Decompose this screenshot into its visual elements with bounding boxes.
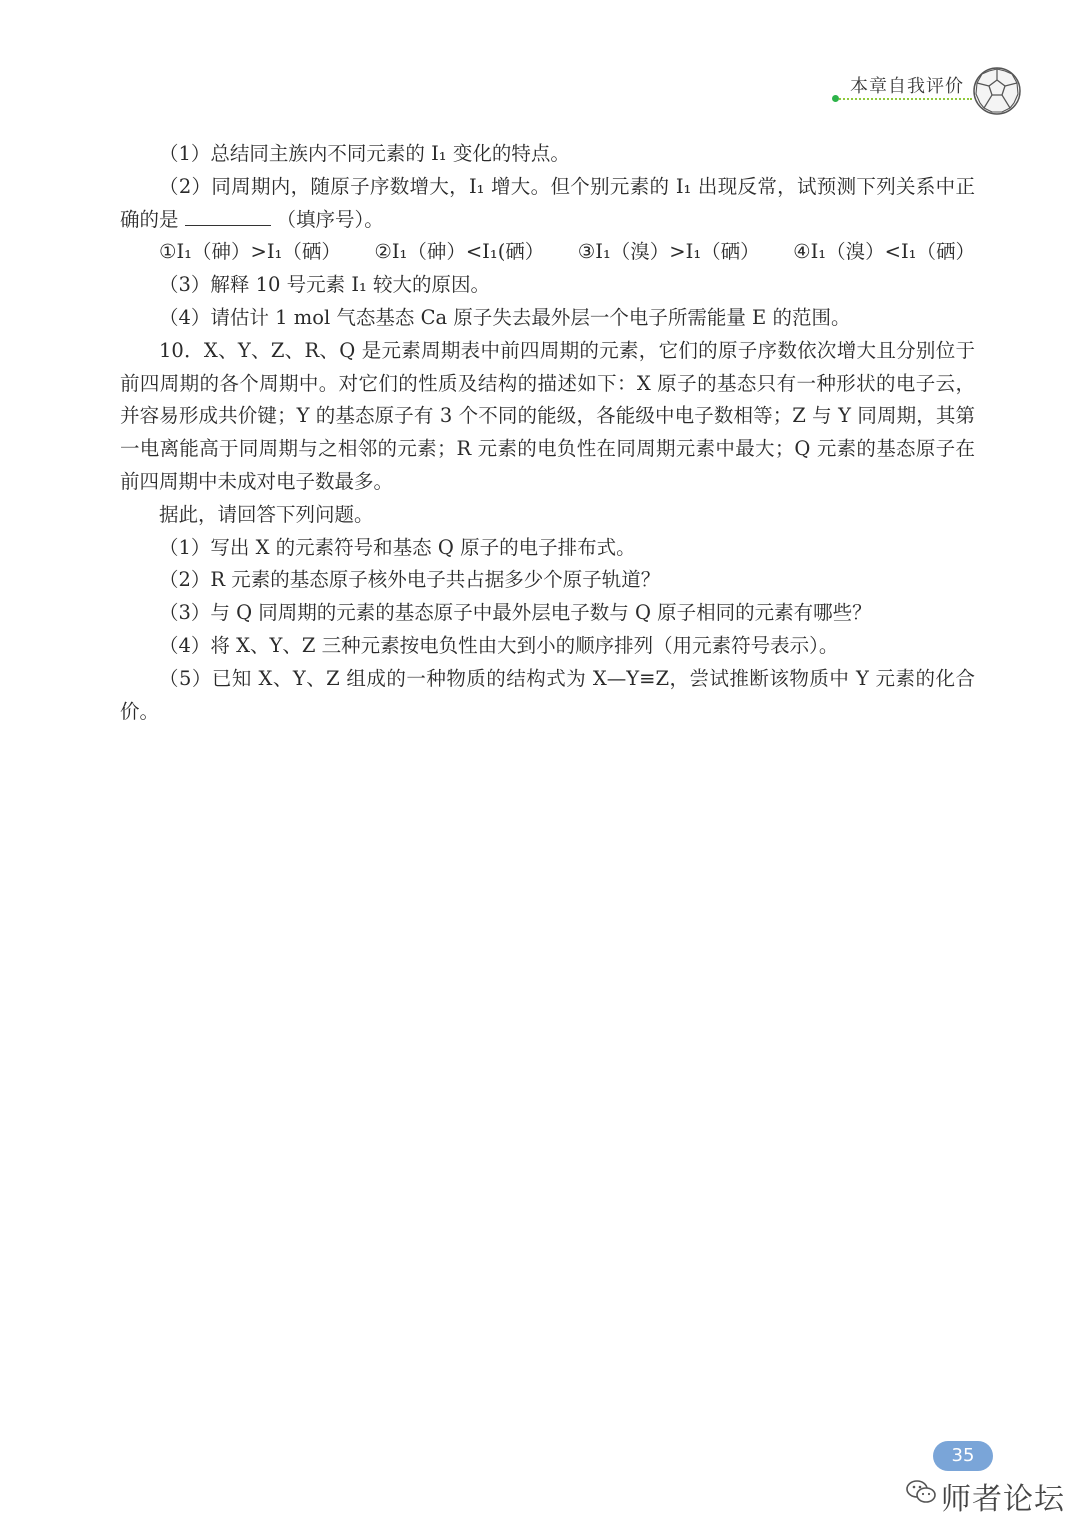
watermark: [905, 1472, 1065, 1517]
question-9-part-1: （1）总结同主族内不同元素的 I₁ 变化的特点。: [159, 142, 570, 165]
question-9-part-4: （4）请估计 1 mol 气态基态 Ca 原子失去最外层一个电子所需能量 E 的范围。: [159, 305, 851, 329]
header-rule: [836, 98, 972, 100]
question-10-part-4: （4）将 X、Y、Z 三种元素按电负性由大到小的顺序排列（用元素符号表示）。: [159, 633, 839, 657]
question-9-part-2-text: （2）同周期内，随原子序数增大，I₁ 增大。但个别元素的 I₁ 出现反常，试预测下列关系中正确的是: [120, 174, 975, 231]
question-9-part-3: （3）解释 10 号元素 I₁ 较大的原因。: [159, 273, 491, 297]
question-10-part-2: （2）R 元素的基态原子核外电子共占据多少个原子轨道？: [159, 568, 661, 592]
header-title: 本章自我评价: [850, 76, 964, 97]
question-10-part-1: （1）写出 X 的元素符号和基态 Q 原子的电子排布式。: [159, 535, 636, 559]
choice-3: ③I₁（溴）>I₁（硒）: [577, 240, 760, 264]
question-10-part-5: （5）已知 X、Y、Z 组成的一种物质的结构式为 X—Y≡Z，尝试推断该物质中 Y 元素的化合价。: [120, 666, 975, 723]
page-number-badge: 35: [933, 1441, 993, 1471]
header-dot: [832, 95, 839, 102]
fullerene-ball-icon: [972, 66, 1022, 116]
answer-blank: [185, 207, 271, 226]
question-10-stem: 10．X、Y、Z、R、Q 是元素周期表中前四周期的元素，它们的原子序数依次增大且分别位于前四周期的各个周期中。对它们的性质及结构的描述如下：X 原子的基态只有一种形状的电子云，并容易形成共价键；Y 的基态原子有 3 个不同的能级，各能级中电子数相等；Z 与 Y 同周期，其第一电离能高于同周期与之相邻的元素；R 元素的电负性在同周期元素中最大；Q 元素的基态原子在前四周期中未成对电子数最多。: [120, 338, 975, 493]
chapter-header: [830, 68, 980, 104]
question-9-part-2: [120, 171, 975, 237]
question-9-part-2-tail: （填序号）。: [276, 207, 384, 231]
choice-list: [120, 236, 975, 269]
watermark-text: 师者论坛: [941, 1482, 1065, 1517]
choice-1: ①I₁（砷）>I₁（硒）: [159, 240, 341, 264]
question-10-part-3: （3）与 Q 同周期的元素的基态原子中最外层电子数与 Q 原子相同的元素有哪些？: [159, 601, 872, 625]
choice-4: ④I₁（溴）<I₁（硒）: [793, 240, 975, 264]
page-content: [120, 138, 975, 728]
wechat-icon: [905, 1478, 937, 1506]
question-10-lead: 据此，请回答下列问题。: [159, 502, 374, 526]
choice-2: ②I₁（砷）<I₁(硒）: [374, 240, 545, 264]
